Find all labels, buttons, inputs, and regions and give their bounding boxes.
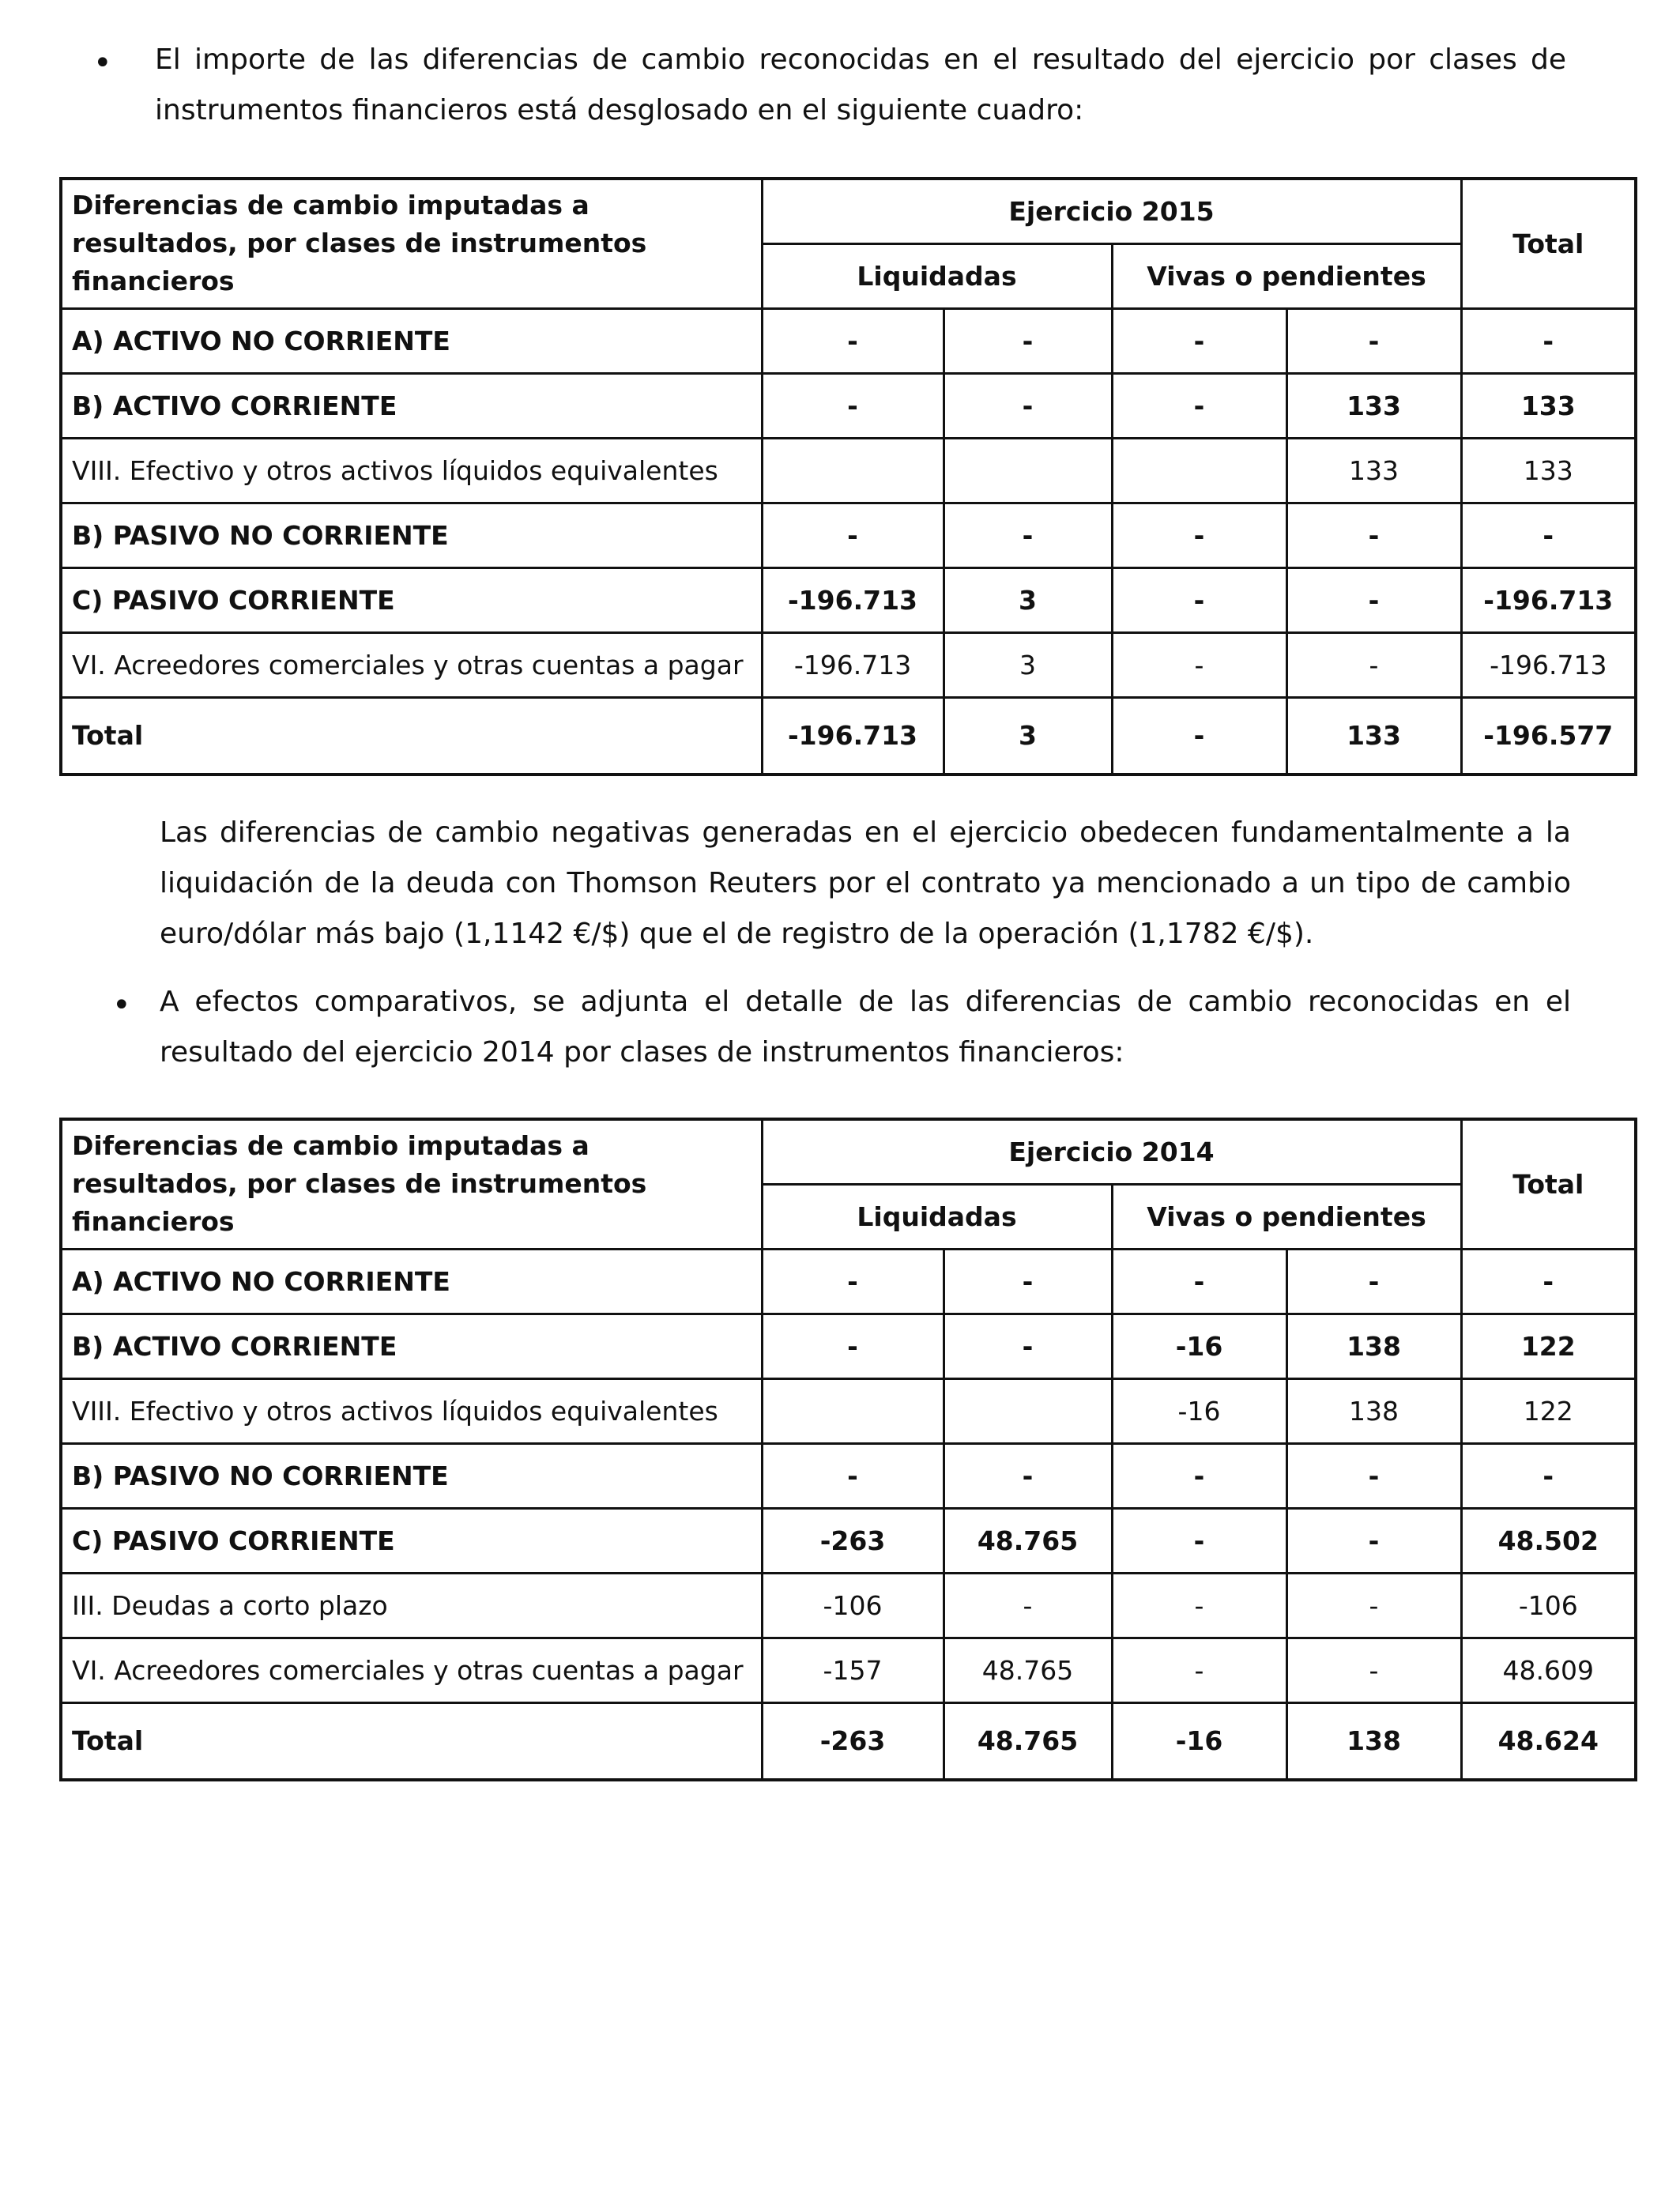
cell-liquidadas-1: - bbox=[762, 373, 944, 438]
row-label: VI. Acreedores comerciales y otras cuentas a pagar bbox=[61, 1638, 762, 1702]
cell-total: 48.502 bbox=[1461, 1508, 1636, 1573]
cell-vivas-2: - bbox=[1286, 1638, 1461, 1702]
cell-liquidadas-1: -196.713 bbox=[762, 697, 944, 775]
bullet-icon: • bbox=[112, 987, 131, 1023]
cell-total: 122 bbox=[1461, 1378, 1636, 1443]
cell-liquidadas-2: 3 bbox=[944, 697, 1112, 775]
table-row bbox=[61, 1314, 1636, 1378]
table-row bbox=[61, 1508, 1636, 1573]
table-2014-body bbox=[61, 1119, 1636, 1780]
cell-vivas-1: - bbox=[1112, 1443, 1286, 1508]
table-header-vivas: Vivas o pendientes bbox=[1112, 1184, 1461, 1249]
exchange-differences-table-2015 bbox=[59, 177, 1637, 776]
cell-liquidadas-2: 3 bbox=[944, 567, 1112, 632]
row-label: A) ACTIVO NO CORRIENTE bbox=[61, 308, 762, 373]
cell-liquidadas-1: -196.713 bbox=[762, 567, 944, 632]
cell-total: 122 bbox=[1461, 1314, 1636, 1378]
cell-vivas-2: 133 bbox=[1286, 697, 1461, 775]
cell-vivas-2: - bbox=[1286, 632, 1461, 697]
table-row bbox=[61, 1249, 1636, 1314]
row-label: Total bbox=[61, 1702, 762, 1780]
cell-liquidadas-2: - bbox=[944, 503, 1112, 567]
table-row bbox=[61, 503, 1636, 567]
cell-vivas-2: 133 bbox=[1286, 438, 1461, 503]
exchange-differences-table-2014 bbox=[59, 1118, 1637, 1781]
row-label: B) ACTIVO CORRIENTE bbox=[61, 373, 762, 438]
cell-vivas-1: - bbox=[1112, 503, 1286, 567]
table-row bbox=[61, 1378, 1636, 1443]
cell-total: -106 bbox=[1461, 1573, 1636, 1638]
cell-liquidadas-2: 3 bbox=[944, 632, 1112, 697]
table-row bbox=[61, 1443, 1636, 1508]
cell-vivas-1: - bbox=[1112, 697, 1286, 775]
cell-vivas-1: -16 bbox=[1112, 1702, 1286, 1780]
table-row bbox=[61, 1702, 1636, 1780]
table-header-total: Total bbox=[1461, 1119, 1636, 1249]
cell-vivas-2: 138 bbox=[1286, 1702, 1461, 1780]
cell-liquidadas-2: - bbox=[944, 1314, 1112, 1378]
cell-vivas-1: - bbox=[1112, 373, 1286, 438]
cell-liquidadas-2 bbox=[944, 438, 1112, 503]
cell-liquidadas-1: - bbox=[762, 1443, 944, 1508]
cell-total: 48.624 bbox=[1461, 1702, 1636, 1780]
row-label: VI. Acreedores comerciales y otras cuentas a pagar bbox=[61, 632, 762, 697]
cell-total: 133 bbox=[1461, 373, 1636, 438]
cell-vivas-1: -16 bbox=[1112, 1314, 1286, 1378]
cell-total: - bbox=[1461, 1443, 1636, 1508]
cell-liquidadas-2: - bbox=[944, 373, 1112, 438]
row-label: C) PASIVO CORRIENTE bbox=[61, 1508, 762, 1573]
cell-vivas-2: 138 bbox=[1286, 1314, 1461, 1378]
cell-liquidadas-1: - bbox=[762, 1249, 944, 1314]
cell-vivas-2: 133 bbox=[1286, 373, 1461, 438]
cell-vivas-1: -16 bbox=[1112, 1378, 1286, 1443]
cell-liquidadas-1: - bbox=[762, 1314, 944, 1378]
cell-liquidadas-1: -196.713 bbox=[762, 632, 944, 697]
table-header-description: Diferencias de cambio imputadas a resultados, por clases de instrumentos financieros bbox=[61, 1119, 762, 1249]
cell-total: - bbox=[1461, 1249, 1636, 1314]
cell-total: 48.609 bbox=[1461, 1638, 1636, 1702]
cell-total: -196.577 bbox=[1461, 697, 1636, 775]
cell-liquidadas-1: -157 bbox=[762, 1638, 944, 1702]
table-row bbox=[61, 697, 1636, 775]
row-label: Total bbox=[61, 697, 762, 775]
intro-paragraph: El importe de las diferencias de cambio reconocidas en el resultado del ejercicio por clases de instrumentos financieros está desglosado en el siguiente cuadro: bbox=[155, 43, 1566, 126]
cell-liquidadas-2: 48.765 bbox=[944, 1508, 1112, 1573]
cell-vivas-1: - bbox=[1112, 1638, 1286, 1702]
table-2015-body bbox=[61, 179, 1636, 775]
row-label: B) PASIVO NO CORRIENTE bbox=[61, 1443, 762, 1508]
cell-vivas-2: - bbox=[1286, 1443, 1461, 1508]
cell-vivas-2: - bbox=[1286, 308, 1461, 373]
cell-liquidadas-1: - bbox=[762, 308, 944, 373]
cell-vivas-2: - bbox=[1286, 1249, 1461, 1314]
cell-vivas-1: - bbox=[1112, 308, 1286, 373]
cell-liquidadas-2 bbox=[944, 1378, 1112, 1443]
cell-liquidadas-2: - bbox=[944, 308, 1112, 373]
explanation-paragraph: Las diferencias de cambio negativas generadas en el ejercicio obedecen fundamentalmente a la liquidación de la deuda con Thomson Reuters por el contrato ya mencionado a un tipo de cambio euro/dólar más bajo (1,1142 €/$) que el de registro de la operación (1,1782 €/$). bbox=[160, 816, 1571, 950]
cell-liquidadas-1: - bbox=[762, 503, 944, 567]
table-row bbox=[61, 308, 1636, 373]
cell-vivas-1: - bbox=[1112, 632, 1286, 697]
cell-liquidadas-2: - bbox=[944, 1573, 1112, 1638]
cell-total: -196.713 bbox=[1461, 567, 1636, 632]
cell-liquidadas-1: -263 bbox=[762, 1702, 944, 1780]
cell-vivas-2: 138 bbox=[1286, 1378, 1461, 1443]
cell-liquidadas-2: 48.765 bbox=[944, 1638, 1112, 1702]
cell-vivas-2: - bbox=[1286, 503, 1461, 567]
cell-liquidadas-1 bbox=[762, 438, 944, 503]
table-row bbox=[61, 1573, 1636, 1638]
cell-liquidadas-2: - bbox=[944, 1443, 1112, 1508]
row-label: III. Deudas a corto plazo bbox=[61, 1573, 762, 1638]
cell-total: - bbox=[1461, 308, 1636, 373]
table-header-liquidadas: Liquidadas bbox=[762, 1184, 1112, 1249]
row-label: B) PASIVO NO CORRIENTE bbox=[61, 503, 762, 567]
bullet-icon: • bbox=[93, 45, 112, 81]
cell-vivas-2: - bbox=[1286, 567, 1461, 632]
cell-vivas-1: - bbox=[1112, 567, 1286, 632]
cell-total: - bbox=[1461, 503, 1636, 567]
table-row bbox=[61, 438, 1636, 503]
cell-liquidadas-2: - bbox=[944, 1249, 1112, 1314]
row-label: C) PASIVO CORRIENTE bbox=[61, 567, 762, 632]
cell-vivas-1: - bbox=[1112, 1573, 1286, 1638]
cell-total: 133 bbox=[1461, 438, 1636, 503]
cell-vivas-1: - bbox=[1112, 1508, 1286, 1573]
table-header-description: Diferencias de cambio imputadas a resultados, por clases de instrumentos financieros bbox=[61, 179, 762, 308]
table-header-year: Ejercicio 2014 bbox=[762, 1119, 1461, 1184]
table-header-liquidadas: Liquidadas bbox=[762, 243, 1112, 308]
table-header-year: Ejercicio 2015 bbox=[762, 179, 1461, 243]
cell-liquidadas-2: 48.765 bbox=[944, 1702, 1112, 1780]
comparative-paragraph: A efectos comparativos, se adjunta el detalle de las diferencias de cambio reconocidas en el resultado del ejercicio 2014 por clases de instrumentos financieros: bbox=[160, 986, 1571, 1069]
cell-vivas-1 bbox=[1112, 438, 1286, 503]
table-header-vivas: Vivas o pendientes bbox=[1112, 243, 1461, 308]
row-label: VIII. Efectivo y otros activos líquidos equivalentes bbox=[61, 1378, 762, 1443]
row-label: B) ACTIVO CORRIENTE bbox=[61, 1314, 762, 1378]
table-row bbox=[61, 373, 1636, 438]
table-row bbox=[61, 1638, 1636, 1702]
table-row bbox=[61, 632, 1636, 697]
cell-vivas-2: - bbox=[1286, 1508, 1461, 1573]
cell-liquidadas-1: -106 bbox=[762, 1573, 944, 1638]
cell-liquidadas-1: -263 bbox=[762, 1508, 944, 1573]
cell-total: -196.713 bbox=[1461, 632, 1636, 697]
table-row bbox=[61, 567, 1636, 632]
cell-vivas-2: - bbox=[1286, 1573, 1461, 1638]
cell-vivas-1: - bbox=[1112, 1249, 1286, 1314]
cell-liquidadas-1 bbox=[762, 1378, 944, 1443]
table-header-total: Total bbox=[1461, 179, 1636, 308]
row-label: VIII. Efectivo y otros activos líquidos equivalentes bbox=[61, 438, 762, 503]
row-label: A) ACTIVO NO CORRIENTE bbox=[61, 1249, 762, 1314]
